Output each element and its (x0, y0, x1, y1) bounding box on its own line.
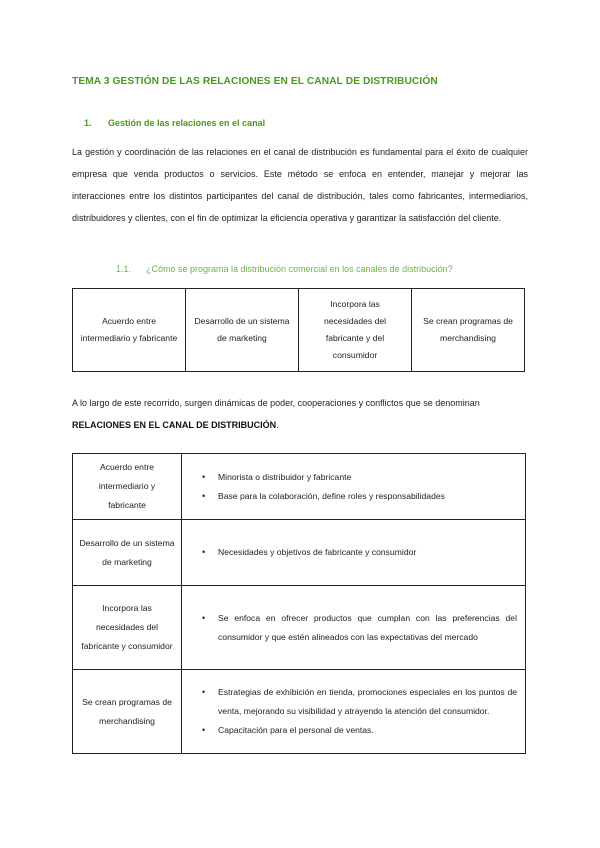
intro-paragraph: La gestión y coordinación de las relaciones en el canal de distribución es fundamental para el éxito de cualquier empresa que venda productos o servicios. Este método se enfoca en entender, manejar y mejorar las interacciones entre los distintos participantes del canal de distribución, tales como fabricantes, intermediarios, distribuidores y clientes, con el fin de optimizar la eficiencia operativa y garantizar la satisfacción del cliente. (72, 147, 528, 223)
section-title: Gestión de las relaciones en el canal (108, 118, 266, 128)
process-step: Desarrollo de un sistema de marketing (186, 289, 299, 372)
section-number: 1. (84, 118, 92, 128)
bullet-list (192, 543, 517, 562)
row-content (182, 586, 526, 670)
document-title: TEMA 3 GESTIÓN DE LAS RELACIONES EN EL CANAL DE DISTRIBUCIÓN (72, 76, 438, 87)
subsection-title: ¿Cómo se programa la distribución comercial en los canales de distribución? (146, 264, 453, 274)
bullet-list (192, 609, 517, 647)
bullet-item: • Base para la colaboración, define roles y responsabilidades (192, 487, 517, 506)
bullet-list (192, 683, 517, 740)
row-content (182, 454, 526, 520)
row-label: Acuerdo entre intermediario y fabricante (73, 454, 182, 520)
process-step: Acuerdo entre intermediario y fabricante (73, 289, 186, 372)
relations-detail-table (72, 453, 526, 754)
relations-text: A lo largo de este recorrido, surgen dinámicas de poder, cooperaciones y conflictos que se denominan (72, 398, 480, 408)
table-row (73, 586, 526, 670)
bullet-list (192, 468, 517, 506)
row-content (182, 520, 526, 586)
process-flow-row (73, 289, 525, 372)
relations-paragraph (72, 392, 528, 436)
subsection-number: 1.1. (116, 264, 132, 274)
process-step: Incorpora las necesidades del fabricante y del consumidor (299, 289, 412, 372)
table-row (73, 520, 526, 586)
bullet-item: • Se enfoca en ofrecer productos que cumplan con las preferencias del consumidor y que estén alineados con las expectativas del mercado (192, 609, 517, 647)
table-row (73, 454, 526, 520)
subsection-heading (116, 264, 453, 274)
bullet-item: • Minorista o distribuidor y fabricante (192, 468, 517, 487)
relations-period: . (276, 420, 279, 430)
table-row (73, 670, 526, 754)
relations-term: RELACIONES EN EL CANAL DE DISTRIBUCIÓN (72, 420, 277, 430)
row-label: Desarrollo de un sistema de marketing (73, 520, 182, 586)
bullet-item: • Necesidades y objetivos de fabricante y consumidor (192, 543, 517, 562)
row-label: Incorpora las necesidades del fabricante y consumidor (73, 586, 182, 670)
section-heading (84, 118, 265, 128)
bullet-item: • Capacitación para el personal de ventas. (192, 721, 517, 740)
bullet-item: • Estrategias de exhibición en tienda, promociones especiales en los puntos de venta, mejorando su visibilidad y atrayendo la atención del consumidor. (192, 683, 517, 721)
process-flow-table (72, 288, 525, 372)
process-step: Se crean programas de merchandising (412, 289, 525, 372)
row-content (182, 670, 526, 754)
row-label: Se crean programas de merchandising (73, 670, 182, 754)
